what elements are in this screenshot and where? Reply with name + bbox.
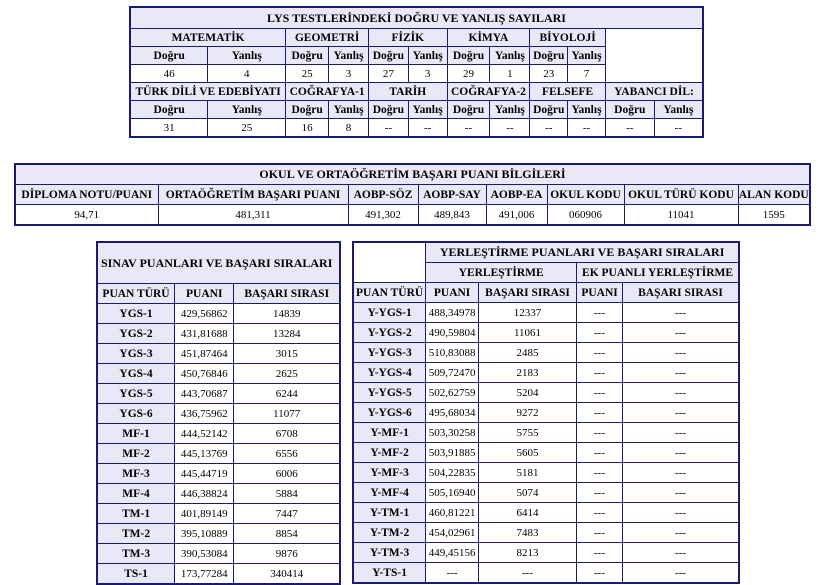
score-type-cell: MF-2 [97, 444, 175, 464]
value-cell: --- [622, 503, 739, 523]
value-cell: --- [577, 523, 623, 543]
value-cell: 6708 [234, 424, 340, 444]
score-type-cell: Y-TS-1 [353, 563, 426, 584]
table-row [97, 464, 340, 484]
value-cell: 390,53084 [175, 544, 234, 564]
value-cell: -- [447, 119, 490, 138]
value-cell: 491,006 [486, 205, 547, 226]
value-cell: 7447 [234, 504, 340, 524]
subject-header: TARİH [369, 83, 448, 101]
table-row [97, 344, 340, 364]
table-row [353, 323, 739, 343]
value-cell: 443,70687 [175, 384, 234, 404]
value-cell: 495,68034 [426, 403, 479, 423]
column-header: PUANI [426, 283, 479, 303]
school-header-row [15, 185, 810, 205]
dogru-header: Doğru [369, 101, 409, 119]
value-cell: 11061 [478, 323, 576, 343]
score-type-cell: Y-YGS-5 [353, 383, 426, 403]
score-type-cell: Y-MF-2 [353, 443, 426, 463]
value-cell: --- [577, 383, 623, 403]
score-type-cell: Y-TM-3 [353, 543, 426, 563]
value-cell: 509,72470 [426, 363, 479, 383]
value-cell: -- [369, 119, 409, 138]
subject-header: FELSEFE [530, 83, 606, 101]
yanlis-header: Yanlış [490, 101, 530, 119]
value-cell: 429,56862 [175, 304, 234, 324]
table-row [353, 363, 739, 383]
value-cell: --- [577, 343, 623, 363]
column-header: BAŞARI SIRASI [478, 283, 576, 303]
score-type-cell: Y-YGS-1 [353, 303, 426, 323]
column-header: ORTAÖĞRETİM BAŞARI PUANI [158, 185, 348, 205]
yanlis-header: Yanlış [408, 47, 447, 65]
table-row [353, 423, 739, 443]
table-row [353, 523, 739, 543]
value-cell: 445,44719 [175, 464, 234, 484]
score-type-cell: YGS-3 [97, 344, 175, 364]
school-value-row [15, 205, 810, 226]
value-cell: 5204 [478, 383, 576, 403]
value-cell: --- [577, 443, 623, 463]
value-cell: 2485 [478, 343, 576, 363]
yanlis-header: Yanlış [208, 47, 286, 65]
subject-header: BİYOLOJİ [530, 29, 606, 47]
value-cell: 27 [369, 65, 409, 83]
subject-header: YABANCI DİL: [605, 83, 703, 101]
empty-cell [605, 29, 703, 83]
value-cell: 503,30258 [426, 423, 479, 443]
value-cell: 13284 [234, 324, 340, 344]
score-type-cell: YGS-6 [97, 404, 175, 424]
dogru-header: Doğru [286, 47, 329, 65]
value-cell: 460,81221 [426, 503, 479, 523]
value-cell: --- [577, 563, 623, 584]
column-header: BAŞARI SIRASI [622, 283, 739, 303]
subject-header: GEOMETRİ [286, 29, 369, 47]
value-cell: 6414 [478, 503, 576, 523]
value-cell: 5181 [478, 463, 576, 483]
value-cell: 444,52142 [175, 424, 234, 444]
table-row [353, 503, 739, 523]
score-type-cell: YGS-2 [97, 324, 175, 344]
value-cell: --- [622, 483, 739, 503]
score-type-cell: Y-YGS-4 [353, 363, 426, 383]
value-cell: --- [577, 543, 623, 563]
lys-subjects-row-1 [130, 29, 703, 47]
yanlis-header: Yanlış [568, 101, 606, 119]
value-cell: 3 [408, 65, 447, 83]
value-cell: 503,91885 [426, 443, 479, 463]
score-type-cell: YGS-5 [97, 384, 175, 404]
value-cell: --- [622, 383, 739, 403]
score-type-cell: Y-TM-1 [353, 503, 426, 523]
column-header: DİPLOMA NOTU/PUANI [15, 185, 158, 205]
empty-cell [353, 242, 426, 283]
value-cell: --- [577, 323, 623, 343]
table-row [97, 504, 340, 524]
yanlis-header: Yanlış [568, 47, 606, 65]
column-header: BAŞARI SIRASI [234, 284, 340, 304]
table-row [353, 383, 739, 403]
value-cell: 8213 [478, 543, 576, 563]
value-cell: 5884 [234, 484, 340, 504]
value-cell: --- [577, 463, 623, 483]
table-row [97, 444, 340, 464]
value-cell: --- [622, 463, 739, 483]
dogru-header: Doğru [447, 101, 490, 119]
placement-group-header: YERLEŞTİRME [426, 263, 577, 283]
yanlis-header: Yanlış [654, 101, 703, 119]
table-row [353, 443, 739, 463]
score-type-cell: TM-1 [97, 504, 175, 524]
score-type-cell: Y-YGS-6 [353, 403, 426, 423]
score-type-cell: MF-4 [97, 484, 175, 504]
value-cell: 6006 [234, 464, 340, 484]
value-cell: 14839 [234, 304, 340, 324]
value-cell: --- [622, 303, 739, 323]
value-cell: --- [622, 403, 739, 423]
table-row [353, 563, 739, 584]
value-cell: 12337 [478, 303, 576, 323]
dogru-header: Doğru [605, 101, 654, 119]
value-cell: 25 [286, 65, 329, 83]
value-cell: -- [530, 119, 568, 138]
value-cell: 504,22835 [426, 463, 479, 483]
dogru-header: Doğru [530, 101, 568, 119]
value-cell: --- [622, 543, 739, 563]
table-row [353, 403, 739, 423]
value-cell: --- [622, 423, 739, 443]
value-cell: 16 [286, 119, 329, 138]
table-row [353, 463, 739, 483]
value-cell: 9272 [478, 403, 576, 423]
column-header: AOBP-EA [486, 185, 547, 205]
value-cell: --- [622, 523, 739, 543]
column-header: ALAN KODU [738, 185, 810, 205]
column-header: OKUL TÜRÜ KODU [624, 185, 738, 205]
dogru-header: Doğru [130, 101, 208, 119]
value-cell: 490,59804 [426, 323, 479, 343]
value-cell: --- [622, 443, 739, 463]
value-cell: 450,76846 [175, 364, 234, 384]
yanlis-header: Yanlış [329, 101, 369, 119]
table-row [353, 343, 739, 363]
value-cell: 436,75962 [175, 404, 234, 424]
dogru-header: Doğru [530, 47, 568, 65]
school-score-title: OKUL VE ORTAÖĞRETİM BAŞARI PUANI BİLGİLERİ [15, 164, 810, 185]
table-row [97, 424, 340, 444]
dogru-header: Doğru [130, 47, 208, 65]
value-cell: 489,843 [418, 205, 486, 226]
table-row [353, 543, 739, 563]
subject-header: TÜRK DİLİ VE EDEBİYATI [130, 83, 286, 101]
value-cell: 445,13769 [175, 444, 234, 464]
value-cell: 29 [447, 65, 490, 83]
score-type-cell: Y-YGS-3 [353, 343, 426, 363]
value-cell: 491,302 [348, 205, 418, 226]
value-cell: 6244 [234, 384, 340, 404]
table-row [97, 304, 340, 324]
value-cell: --- [426, 563, 479, 584]
value-cell: 9876 [234, 544, 340, 564]
value-cell: --- [577, 423, 623, 443]
column-header: PUAN TÜRÜ [97, 284, 175, 304]
value-cell: -- [408, 119, 447, 138]
value-cell: 8 [329, 119, 369, 138]
value-cell: --- [478, 563, 576, 584]
value-cell: 446,38824 [175, 484, 234, 504]
column-header: AOBP-SAY [418, 185, 486, 205]
value-cell: --- [577, 483, 623, 503]
score-type-cell: YGS-1 [97, 304, 175, 324]
value-cell: 1 [490, 65, 530, 83]
score-type-cell: TS-1 [97, 564, 175, 585]
value-cell: 5074 [478, 483, 576, 503]
score-type-cell: Y-MF-3 [353, 463, 426, 483]
value-cell: --- [577, 503, 623, 523]
value-cell: 25 [208, 119, 286, 138]
lys-headers-row-2 [130, 101, 703, 119]
value-cell: 46 [130, 65, 208, 83]
score-type-cell: YGS-4 [97, 364, 175, 384]
value-cell: 451,87464 [175, 344, 234, 364]
value-cell: 94,71 [15, 205, 158, 226]
value-cell: --- [577, 403, 623, 423]
value-cell: --- [577, 303, 623, 323]
score-type-cell: Y-TM-2 [353, 523, 426, 543]
value-cell: --- [622, 363, 739, 383]
score-type-cell: Y-MF-4 [353, 483, 426, 503]
value-cell: 8854 [234, 524, 340, 544]
value-cell: -- [490, 119, 530, 138]
value-cell: 3 [329, 65, 369, 83]
table-row [97, 564, 340, 585]
lys-title: LYS TESTLERİNDEKİ DOĞRU VE YANLIŞ SAYILARI [130, 7, 703, 29]
column-header: OKUL KODU [547, 185, 624, 205]
value-cell: 395,10889 [175, 524, 234, 544]
subject-header: FİZİK [369, 29, 448, 47]
placement-title: YERLEŞTİRME PUANLARI VE BAŞARI SIRALARI [426, 242, 739, 263]
value-cell: 23 [530, 65, 568, 83]
score-type-cell: TM-2 [97, 524, 175, 544]
yanlis-header: Yanlış [329, 47, 369, 65]
table-row [97, 484, 340, 504]
dogru-header: Doğru [447, 47, 490, 65]
score-type-cell: Y-MF-1 [353, 423, 426, 443]
lys-results-table [129, 6, 704, 138]
value-cell: 454,02961 [426, 523, 479, 543]
table-row [353, 303, 739, 323]
value-cell: 11077 [234, 404, 340, 424]
column-header: PUANI [175, 284, 234, 304]
table-row [97, 364, 340, 384]
value-cell: --- [622, 343, 739, 363]
value-cell: 060906 [547, 205, 624, 226]
value-cell: 5755 [478, 423, 576, 443]
value-cell: 11041 [624, 205, 738, 226]
value-cell: 505,16940 [426, 483, 479, 503]
value-cell: 431,81688 [175, 324, 234, 344]
value-cell: 1595 [738, 205, 810, 226]
yanlis-header: Yanlış [208, 101, 286, 119]
score-type-cell: TM-3 [97, 544, 175, 564]
lys-values-row-2 [130, 119, 703, 138]
yanlis-header: Yanlış [408, 101, 447, 119]
table-row [97, 384, 340, 404]
value-cell: 31 [130, 119, 208, 138]
value-cell: -- [568, 119, 606, 138]
bonus-placement-group-header: EK PUANLI YERLEŞTİRME [577, 263, 739, 283]
value-cell: 3015 [234, 344, 340, 364]
value-cell: 481,311 [158, 205, 348, 226]
table-row [97, 404, 340, 424]
dogru-header: Doğru [286, 101, 329, 119]
value-cell: 488,34978 [426, 303, 479, 323]
column-header: AOBP-SÖZ [348, 185, 418, 205]
value-cell: 5605 [478, 443, 576, 463]
value-cell: 2625 [234, 364, 340, 384]
value-cell: 173,77284 [175, 564, 234, 585]
score-type-cell: MF-1 [97, 424, 175, 444]
value-cell: --- [622, 563, 739, 584]
value-cell: 7 [568, 65, 606, 83]
lys-subjects-row-2 [130, 83, 703, 101]
column-header: PUANI [577, 283, 623, 303]
score-type-cell: Y-YGS-2 [353, 323, 426, 343]
table-row [97, 324, 340, 344]
value-cell: 401,89149 [175, 504, 234, 524]
value-cell: 7483 [478, 523, 576, 543]
subject-header: MATEMATİK [130, 29, 286, 47]
table-row [97, 544, 340, 564]
placement-header-row [353, 283, 739, 303]
value-cell: --- [577, 363, 623, 383]
subject-header: KİMYA [447, 29, 530, 47]
value-cell: 510,83088 [426, 343, 479, 363]
exam-scores-title: SINAV PUANLARI VE BAŞARI SIRALARI [97, 242, 340, 284]
column-header: PUAN TÜRÜ [353, 283, 426, 303]
value-cell: 340414 [234, 564, 340, 585]
yanlis-header: Yanlış [490, 47, 530, 65]
table-row [353, 483, 739, 503]
table-row [97, 524, 340, 544]
exam-scores-table [96, 241, 341, 585]
value-cell: 6556 [234, 444, 340, 464]
score-type-cell: MF-3 [97, 464, 175, 484]
school-score-table [14, 163, 811, 226]
exam-header-row [97, 284, 340, 304]
value-cell: 502,62759 [426, 383, 479, 403]
subject-header: COĞRAFYA-2 [447, 83, 530, 101]
value-cell: 449,45156 [426, 543, 479, 563]
value-cell: 4 [208, 65, 286, 83]
dogru-header: Doğru [369, 47, 409, 65]
placement-scores-table [352, 241, 740, 584]
value-cell: 2183 [478, 363, 576, 383]
value-cell: --- [622, 323, 739, 343]
value-cell: -- [605, 119, 654, 138]
value-cell: -- [654, 119, 703, 138]
subject-header: COĞRAFYA-1 [286, 83, 369, 101]
